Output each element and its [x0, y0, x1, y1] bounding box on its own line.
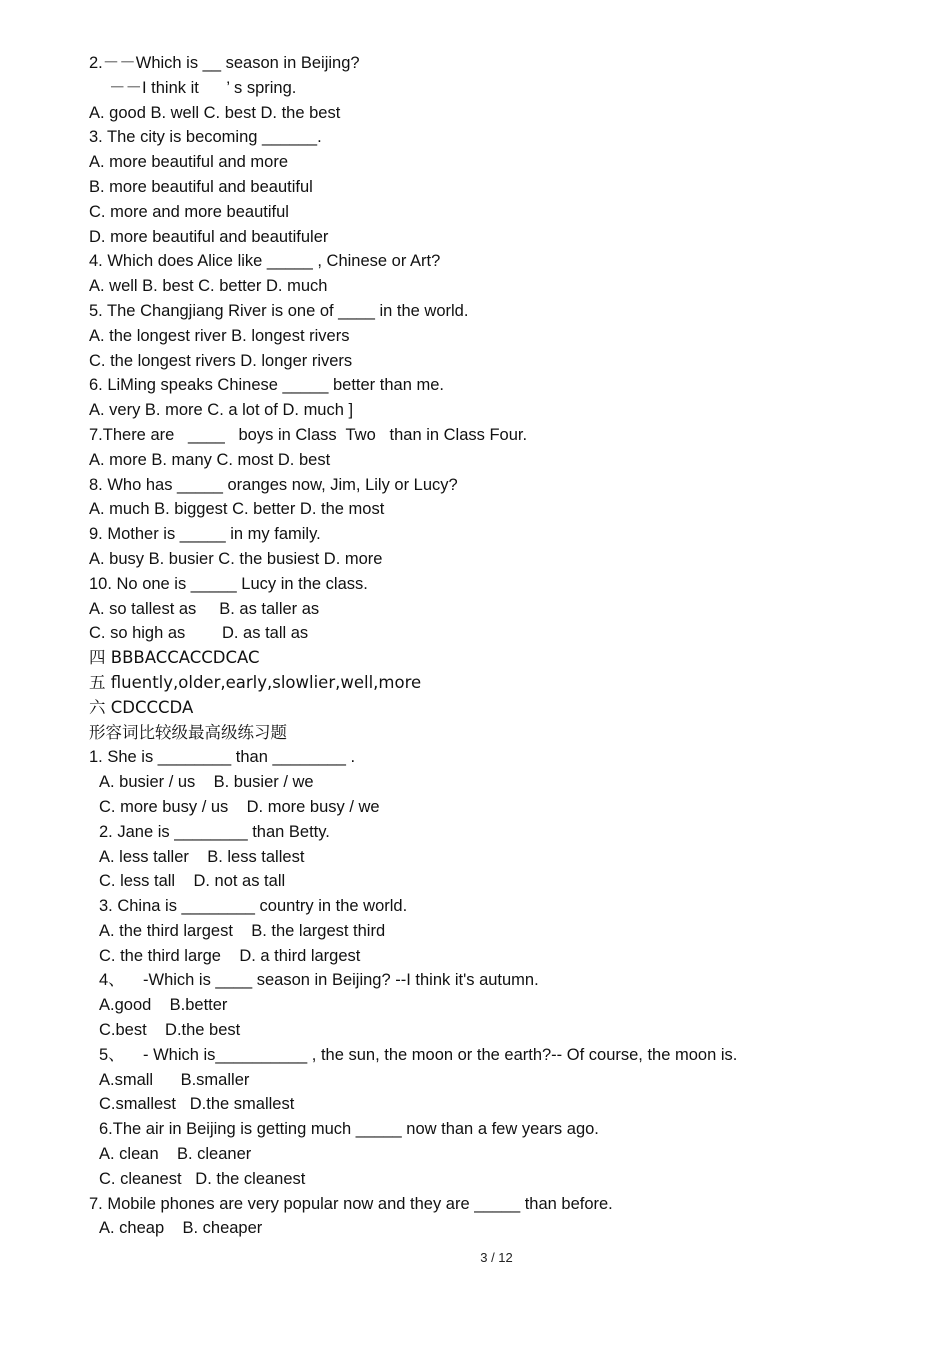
document-body [89, 51, 909, 1241]
text-line: 2. Jane is ________ than Betty. [99, 822, 330, 841]
text-line: A. busier / us B. busier / we [99, 773, 314, 792]
text-line: 4、 -Which is ____ season in Beijing? --I think it's autumn. [99, 971, 539, 990]
text-line: C.smallest D.the smallest [99, 1095, 295, 1114]
text-line: 7.There are ____ boys in Class Two than in Class Four. [89, 425, 528, 444]
text-line: C. so high as D. as tall as [89, 624, 309, 643]
text-line: A.good B.better [99, 996, 228, 1015]
text-line: A. the third largest B. the largest third [99, 921, 386, 940]
text-line: D. more beautiful and beautifuler [89, 227, 329, 246]
text-line: 7. Mobile phones are very popular now and they are _____ than before. [89, 1194, 613, 1213]
text-line: 3. The city is becoming ______. [89, 128, 322, 147]
text-line: 5. The Changjiang River is one of ____ in the world. [89, 301, 469, 320]
text-line: 9. Mother is _____ in my family. [89, 525, 321, 544]
text-line: 4. Which does Alice like _____ , Chinese or Art? [89, 252, 441, 271]
text-line: A.small B.smaller [99, 1070, 250, 1089]
text-line: A. clean B. cleaner [99, 1145, 252, 1164]
text-line: B. more beautiful and beautiful [89, 177, 313, 196]
text-line: 五 fluently,older,early,slowlier,well,more [89, 672, 422, 692]
text-line: A. well B. best C. better D. much [89, 277, 328, 296]
text-line: A. much B. biggest C. better D. the most [89, 500, 385, 519]
text-line: A. so tallest as B. as taller as [89, 599, 320, 618]
text-line: C. more and more beautiful [89, 202, 289, 221]
text-line: A. cheap B. cheaper [99, 1219, 263, 1238]
text-line: 1. She is ________ than ________ . [89, 748, 356, 767]
text-line: A. the longest river B. longest rivers [89, 326, 350, 345]
text-line: A. less taller B. less tallest [99, 847, 305, 866]
text-line: 5、 - Which is__________ , the sun, the moon or the earth?-- Of course, the moon is. [99, 1045, 738, 1064]
text-line: C. the longest rivers D. longer rivers [89, 351, 353, 370]
text-line: C.best D.the best [99, 1021, 241, 1040]
text-line: C. less tall D. not as tall [99, 872, 286, 891]
text-line: 形容词比较级最高级练习题 [89, 722, 287, 742]
text-line: C. more busy / us D. more busy / we [99, 797, 380, 816]
page-number: 3 / 12 [480, 1250, 513, 1265]
text-line: －－I think it ’ s spring. [109, 78, 297, 97]
text-line: A. good B. well C. best D. the best [89, 103, 341, 122]
text-line: A. very B. more C. a lot of D. much ] [89, 401, 354, 420]
text-line: 6.The air in Beijing is getting much _____ now than a few years ago. [99, 1120, 599, 1139]
text-line: 四 BBBACCACCDCAC [89, 648, 260, 668]
text-line: A. more B. many C. most D. best [89, 450, 331, 469]
text-line: C. cleanest D. the cleanest [99, 1169, 306, 1188]
text-line: 六 CDCCCDA [89, 697, 194, 717]
text-line: 10. No one is _____ Lucy in the class. [89, 574, 368, 593]
text-line: 3. China is ________ country in the world. [99, 897, 408, 916]
text-line: 6. LiMing speaks Chinese _____ better than me. [89, 376, 444, 395]
text-line: A. busy B. busier C. the busiest D. more [89, 549, 383, 568]
text-line: A. more beautiful and more [89, 153, 289, 172]
text-line: 8. Who has _____ oranges now, Jim, Lily or Lucy? [89, 475, 458, 494]
text-line: 2.－－Which is __ season in Beijing? [89, 54, 360, 72]
text-line: C. the third large D. a third largest [99, 946, 361, 965]
